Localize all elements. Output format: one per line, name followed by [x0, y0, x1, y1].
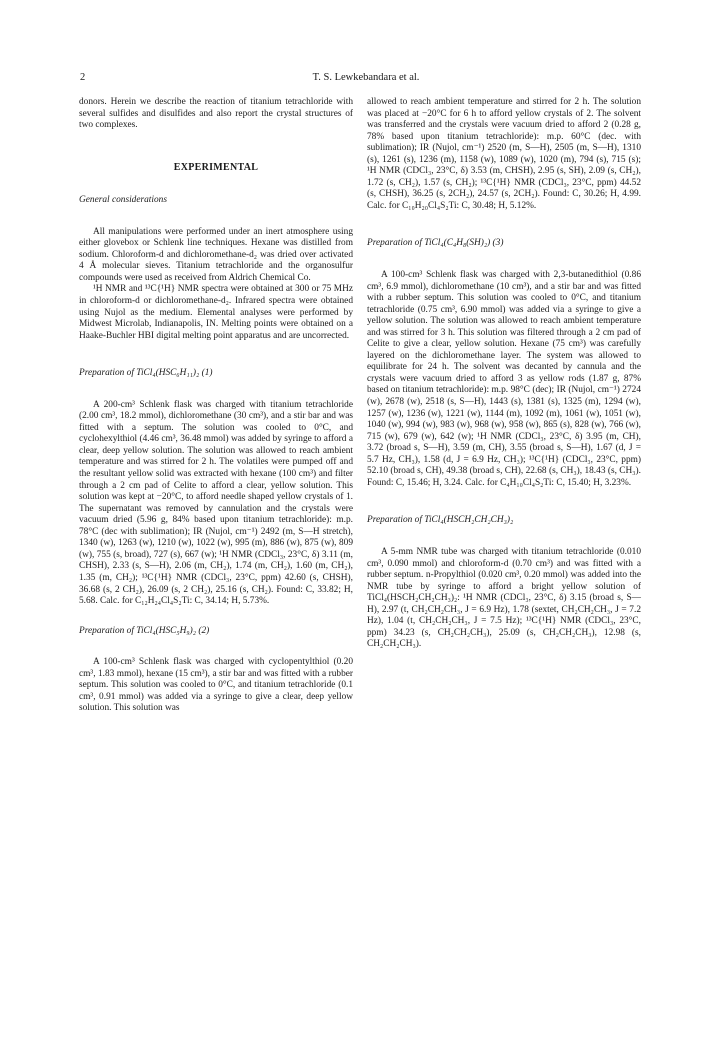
page-header: [80, 72, 652, 86]
prep4-heading: Preparation of TiCl₄(HSCH₂CH₂CH₃)₂: [367, 515, 514, 526]
prep2-heading: Preparation of TiCl₄(HSC₅H₉)₂ (2): [79, 625, 210, 636]
general-paragraph-1: All manipulations were performed under an inert atmosphere using either glovebox or Schlenk line techniques. Hexane was distilled from sodium. Chloroform-d and dichloromethane-d₂ was dried over activated 4 Å molecular sieves. Titanium tetrachloride and the organosulfur compounds were used as received from Aldrich Chemical Co.: [79, 226, 353, 283]
page-number: 2: [80, 72, 86, 83]
prep1-body: A 200-cm³ Schlenk flask was charged with titanium tetrachloride (2.00 cm³, 18.2 mmol), dichloromethane (30 cm³), and a stir bar and was fitted with a septum. The solution was cooled to 0°C, and cyclohexylthiol (4.46 cm³, 36.48 mmol) was added by syringe to afford a clear, deep yellow solution. The solution was allowed to reach ambient temperature and was stirred for 2 h. The volatiles were pumped off and the resultant yellow solid was extracted with hexane (100 cm³) and filter through a 2 cm pad of Celite to afford a clear, yellow solution. This solution was kept at −20°C, to afford needle shaped yellow crystals of 1. The supernatant was removed by cannulation and the crystals were vacuum dried (5.96 g, 84% based upon titanium tetrachloride): m.p. 78°C (dec with sublimation); IR (Nujol, cm⁻¹) 2492 (m, S—H stretch), 1340 (w), 1263 (w), 1210 (w), 1022 (w), 995 (m), 886 (w), 875 (w), 809 (w), 755 (s, broad), 727 (s), 667 (w); ¹H NMR (CDCl₃, 23°C, δ) 3.11 (m, CHSH), 2.33 (s, S—H), 2.06 (m, CH₂), 1.74 (m, CH₂), 1.60 (m, CH₂), 1.35 (m, CH₂); ¹³C{¹H} NMR (CDCl₃, 23°C, ppm) 42.60 (s, CHSH), 36.68 (s, 2 CH₂), 26.09 (s, 2 CH₂), 25.16 (s, CH₂). Found: C, 33.82; H, 5.68. Calc. for C₁₂H₂₄Cl₄S₂Ti: C, 34.14; H, 5.73%.: [79, 399, 353, 607]
running-head: T. S. Lewkebandara et al.: [312, 72, 420, 83]
prep4-body: A 5-mm NMR tube was charged with titanium tetrachloride (0.010 cm³, 0.090 mmol) and chloroform-d (0.70 cm³) and was fitted with a rubber septum. n-Propylthiol (0.020 cm³, 0.20 mmol) was added into the NMR tube by syringe to afford a bright yellow solution of TiCl₄(HSCH₂CH₂CH₃)₂: ¹H NMR (CDCl₃, 23°C, δ) 3.15 (broad s, S—H), 2.97 (t, CH₂CH₂CH₃, J = 6.9 Hz), 1.78 (sextet, CH₂CH₂CH₃, J = 7.2 Hz), 1.04 (t, CH₂CH₂CH₃, J = 7.5 Hz); ¹³C{¹H} NMR (CDCl₃, 23°C, ppm) 34.23 (s, CH₂CH₂CH₃), 25.09 (s, CH₂CH₂CH₃), 12.98 (s, CH₂CH₂CH₃).: [367, 546, 641, 650]
prep2-body: A 100-cm³ Schlenk flask was charged with cyclopentylthiol (0.20 cm³, 1.83 mmol), hexane (15 cm³), a stir bar and was fitted with a rubber septum. This solution was cooled to 0°C, and titanium tetrachloride (0.1 cm³, 0.91 mmol) was added via a syringe to give a clear, deep yellow solution. This solution was: [79, 657, 353, 714]
right-column: [367, 97, 641, 651]
prep2-continuation: allowed to reach ambient temperature and stirred for 2 h. The solution was placed at −20°C for 6 h to afford yellow crystals of 2. The solvent was transferred and the crystals were vacuum dried to afford 2 (0.28 g, 78% based upon titanium tetrachloride): m.p. 60°C (dec. with sublimation); IR (Nujol, cm⁻¹) 2520 (m, S—H), 2505 (m, S—H), 1310 (s), 1261 (s), 1236 (m), 1158 (w), 1089 (w), 1020 (m), 794 (s), 715 (s); ¹H NMR (CDCl₃, 23°C, δ) 3.53 (m, CHSH), 2.95 (s, SH), 2.09 (s, CH₂), 1.72 (s, CH₂), 1.57 (s, CH₂); ¹³C{¹H} NMR (CDCl₃, 23°C, ppm) 44.52 (s, CHSH), 36.25 (s, 2CH₂), 24.57 (s, 2CH₂). Found: C, 30.26; H, 4.99. Calc. for C₁₀H₂₀Cl₄S₂Ti: C, 30.48; H, 5.12%.: [367, 97, 641, 211]
prep3-heading: Preparation of TiCl₄(C₄H₈(SH)₂) (3): [367, 238, 504, 249]
prep1-heading: Preparation of TiCl₄(HSC₆H₁₁)₂ (1): [79, 368, 213, 379]
prep3-body: A 100-cm³ Schlenk flask was charged with 2,3-butanedithiol (0.86 cm³, 6.9 mmol), dichloromethane (10 cm³), and a stir bar and was fitted with a rubber septum. This solution was cooled to 0°C, and titanium tetrachloride (0.75 cm³, 6.90 mmol) was added via a syringe to give a yellow solution. The solution was allowed to reach ambient temperature and was stirred for 3 h. This solution was filtered through a 2 cm pad of Celite to give a clear, yellow solution. Hexane (75 cm³) was carefully layered on the dichloromethane layer. The system was allowed to equilibrate for 24 h. The solvent was decanted by cannula and the crystals were vacuum dried to afford 3 as yellow rods (1.87 g, 87% based on titanium tetrachloride): m.p. 98°C (dec); IR (Nujol, cm⁻¹) 2724 (w), 2678 (w), 2518 (s, S—H), 1443 (s), 1381 (s), 1325 (m), 1294 (w), 1257 (w), 1236 (w), 1221 (w), 1144 (m), 1092 (m), 1061 (w), 1051 (w), 1040 (w), 994 (w), 983 (w), 968 (w), 958 (w), 865 (s), 828 (w), 766 (w), 715 (w), 679 (w), 642 (w); ¹H NMR (CDCl₃, 23°C, δ) 3.95 (m, CH), 3.72 (broad s, S—H), 3.59 (m, CH), 3.55 (broad s, S—H), 1.67 (d, J = 5.7 Hz, CH₃), 1.58 (d, J = 6.9 Hz, CH₃); ¹³C{¹H} (CDCl₃, 23°C, ppm) 52.10 (broad s, CH), 49.38 (broad s, CH), 22.68 (s, CH₃), 18.43 (s, CH₃). Found: C, 15.46; H, 3.24. Calc. for C₄H₁₀Cl₄S₂Ti: C, 15.40; H, 3.23%.: [367, 270, 641, 488]
left-column: [79, 97, 353, 715]
general-paragraph-2: ¹H NMR and ¹³C{¹H} NMR spectra were obtained at 300 or 75 MHz in chloroform-d or dichloromethane-d₂. Infrared spectra were obtained using Nujol as the medium. Elemental analyses were performed by Midwest Microlab, Indianapolis, IN. Melting points were obtained on a Haake-Buchler HBI digital melting point apparatus and are uncorrected.: [79, 284, 353, 341]
section-heading-experimental: EXPERIMENTAL: [173, 161, 259, 173]
subsection-heading-general: General considerations: [79, 195, 167, 206]
intro-paragraph: donors. Herein we describe the reaction of titanium tetrachloride with several sulfides and disulfides and also report the crystal structures of two complexes.: [79, 97, 353, 131]
